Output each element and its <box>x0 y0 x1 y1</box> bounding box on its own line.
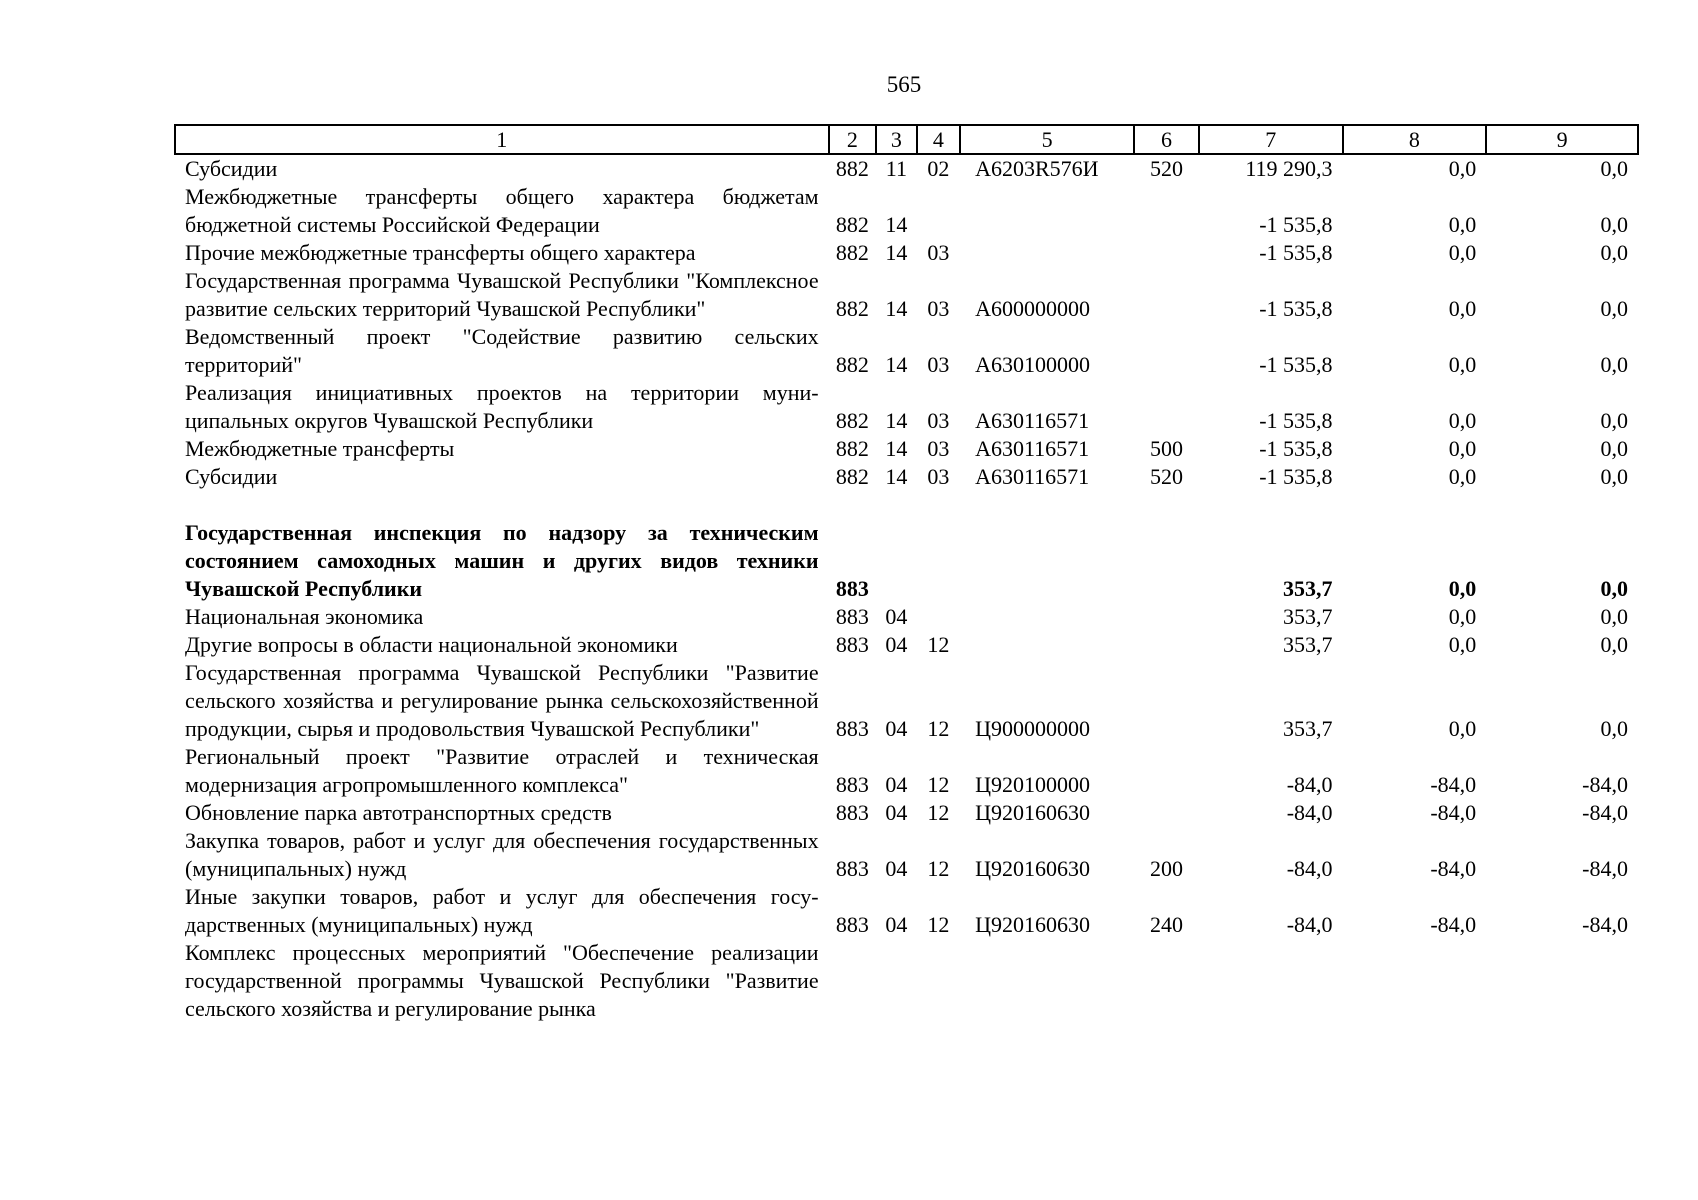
row-amount-col9-cell: 0,0 <box>1600 464 1628 489</box>
row-code-cell: 883 <box>835 800 869 825</box>
row-amount-col8-cell: -84,0 <box>1430 856 1477 881</box>
row-amount-col9-cell: 0,0 <box>1600 240 1628 265</box>
row-code-cell: 883 <box>835 912 869 937</box>
row-expense-type-cell <box>1134 239 1199 267</box>
budget-table <box>174 124 1639 1023</box>
row-name-cell: Межбюджетные трансферты общего характера бюджетам бюджетной системы Российской Федерации <box>185 184 819 237</box>
row-amount-col9-cell: 0,0 <box>1600 632 1628 657</box>
row-name-cell: Субсидии <box>185 464 278 489</box>
row-amount-col8-cell: 0,0 <box>1448 632 1477 657</box>
row-expense-type-cell: 200 <box>1150 856 1183 881</box>
row-amount-col9-cell: 0,0 <box>1600 296 1628 321</box>
row-amount-col7-cell: -84,0 <box>1286 912 1333 937</box>
row-section-cell: 04 <box>885 632 908 657</box>
row-subsection-cell: 12 <box>927 716 950 741</box>
header-col-2: 2 <box>829 125 877 154</box>
row-name-cell: Межбюджетные трансферты <box>185 436 455 461</box>
row-amount-col9-cell: 0,0 <box>1600 156 1628 181</box>
row-target-article-cell: Ц920100000 <box>975 772 1090 797</box>
row-target-article-cell <box>960 519 1134 603</box>
table-body <box>175 154 1638 1023</box>
row-amount-col7-cell: -84,0 <box>1286 772 1333 797</box>
table-row <box>175 799 1638 827</box>
row-name-cell: Комплекс процессных мероприятий "Обеспечение реализации государственной программы Чувашской Республики "Развитие сельского хозяйства и регулирование рынка <box>185 940 819 1021</box>
table-row <box>175 883 1638 939</box>
row-name-cell: Региональный проект "Развитие отраслей и техническая модернизация агропромышленного комплекса" <box>185 744 819 797</box>
table-row <box>175 323 1638 379</box>
row-amount-col8-cell: 0,0 <box>1448 576 1477 601</box>
row-amount-col7-cell: -1 535,8 <box>1259 352 1333 377</box>
table-row <box>175 659 1638 743</box>
row-amount-col8-cell: -84,0 <box>1430 772 1477 797</box>
row-code-cell: 883 <box>835 604 869 629</box>
table-row <box>175 603 1638 631</box>
row-amount-col7-cell: 353,7 <box>1283 576 1333 601</box>
row-name-cell: Иные закупки товаров, работ и услуг для обеспечения государственных (муниципальных) нужд <box>185 884 819 937</box>
table-row <box>175 379 1638 435</box>
row-amount-col8-cell: 0,0 <box>1448 464 1477 489</box>
row-expense-type-cell <box>1134 267 1199 323</box>
row-section-cell: 14 <box>885 212 908 237</box>
row-target-article-cell: Ц920160630 <box>975 856 1090 881</box>
row-target-article-cell <box>960 631 1134 659</box>
row-amount-col9-cell: 0,0 <box>1600 716 1628 741</box>
row-target-article-cell: А600000000 <box>975 296 1090 321</box>
row-section-cell: 14 <box>885 436 908 461</box>
row-code-cell: 883 <box>835 576 869 601</box>
table-row <box>175 463 1638 491</box>
row-code-cell: 882 <box>835 156 869 181</box>
row-subsection-cell <box>917 939 961 1023</box>
row-amount-col9-cell: -84,0 <box>1582 912 1628 937</box>
row-name-cell: Реализация инициативных проектов на территории муниципальных округов Чувашской Республики <box>185 380 819 433</box>
header-col-5: 5 <box>960 125 1134 154</box>
row-amount-col9-cell: 0,0 <box>1600 352 1628 377</box>
row-amount-col7-cell: -84,0 <box>1286 800 1333 825</box>
row-subsection-cell: 12 <box>927 632 950 657</box>
row-name-cell: Государственная программа Чувашской Республики "Развитие сельского хозяйства и регулирование рынка сельскохозяйственной продукции, сырья и продовольствия Чувашской Республики" <box>185 660 819 741</box>
row-target-article-cell: А630116571 <box>975 408 1090 433</box>
row-subsection-cell: 12 <box>927 800 950 825</box>
row-amount-col7-cell: -84,0 <box>1286 856 1333 881</box>
row-amount-col8-cell: 0,0 <box>1448 604 1477 629</box>
row-target-article-cell: А630116571 <box>975 436 1090 461</box>
row-amount-col7-cell: 353,7 <box>1283 716 1333 741</box>
row-name-cell: Государственная инспекция по надзору за техническим состоянием самоходных машин и других видов техники Чувашской Республики <box>185 520 819 601</box>
header-col-8: 8 <box>1343 125 1487 154</box>
row-name-cell: Другие вопросы в области национальной экономики <box>185 632 678 657</box>
table-row <box>175 939 1638 1023</box>
row-amount-col8-cell: -84,0 <box>1430 912 1477 937</box>
row-amount-col9-cell: -84,0 <box>1582 800 1628 825</box>
row-code-cell: 883 <box>835 716 869 741</box>
row-amount-col7-cell: -1 535,8 <box>1259 436 1333 461</box>
row-subsection-cell: 03 <box>927 352 950 377</box>
row-amount-col9-cell: 0,0 <box>1600 408 1628 433</box>
row-name-cell: Закупка товаров, работ и услуг для обеспечения государственных (муниципальных) нужд <box>185 828 819 881</box>
row-code-cell: 883 <box>835 632 869 657</box>
spacer-cell <box>175 491 1638 519</box>
row-section-cell: 04 <box>885 716 908 741</box>
row-section-cell: 04 <box>885 912 908 937</box>
row-amount-col8-cell: 0,0 <box>1448 436 1477 461</box>
row-amount-col8-cell <box>1343 939 1487 1023</box>
row-target-article-cell: А6203R576И <box>975 156 1099 181</box>
row-subsection-cell: 12 <box>927 856 950 881</box>
table-header <box>175 125 1638 154</box>
row-amount-col8-cell: 0,0 <box>1448 716 1477 741</box>
row-subsection-cell <box>917 183 961 239</box>
row-code-cell: 882 <box>835 408 869 433</box>
row-expense-type-cell: 520 <box>1150 156 1183 181</box>
table-row <box>175 154 1638 183</box>
row-amount-col7-cell: 353,7 <box>1283 604 1333 629</box>
row-section-cell <box>876 939 916 1023</box>
row-section-cell: 04 <box>885 800 908 825</box>
row-code-cell: 883 <box>835 856 869 881</box>
row-code-cell: 882 <box>835 436 869 461</box>
row-subsection-cell: 03 <box>927 436 950 461</box>
row-expense-type-cell <box>1134 323 1199 379</box>
row-amount-col8-cell: 0,0 <box>1448 408 1477 433</box>
row-expense-type-cell <box>1134 379 1199 435</box>
row-amount-col9-cell: 0,0 <box>1600 576 1628 601</box>
row-target-article-cell: Ц920160630 <box>975 800 1090 825</box>
row-expense-type-cell: 520 <box>1150 464 1183 489</box>
row-section-cell: 04 <box>885 856 908 881</box>
row-amount-col9-cell: -84,0 <box>1582 772 1628 797</box>
table-row <box>175 631 1638 659</box>
table-row <box>175 743 1638 799</box>
row-name-cell: Субсидии <box>185 156 278 181</box>
table-row <box>175 435 1638 463</box>
row-target-article-cell: А630100000 <box>975 352 1090 377</box>
row-expense-type-cell <box>1134 183 1199 239</box>
row-subsection-cell: 12 <box>927 912 950 937</box>
row-section-cell: 14 <box>885 464 908 489</box>
row-subsection-cell: 03 <box>927 464 950 489</box>
row-name-cell: Ведомственный проект "Содействие развитию сельских территорий" <box>185 324 819 377</box>
row-subsection-cell: 03 <box>927 408 950 433</box>
row-name-cell: Обновление парка автотранспортных средств <box>185 800 612 825</box>
row-name-cell: Прочие межбюджетные трансферты общего характера <box>185 240 696 265</box>
table-row <box>175 183 1638 239</box>
row-subsection-cell: 03 <box>927 296 950 321</box>
row-code-cell: 882 <box>835 296 869 321</box>
page-number: 565 <box>886 72 922 97</box>
row-code-cell: 883 <box>835 772 869 797</box>
row-name-cell: Государственная программа Чувашской Республики "Комплексное развитие сельских территорий Чувашской Республики" <box>185 268 819 321</box>
row-subsection-cell <box>917 603 961 631</box>
header-col-9: 9 <box>1486 125 1638 154</box>
table-row <box>175 827 1638 883</box>
row-code-cell: 882 <box>835 212 869 237</box>
row-amount-col8-cell: 0,0 <box>1448 352 1477 377</box>
row-section-cell: 14 <box>885 352 908 377</box>
table-row <box>175 519 1638 603</box>
row-expense-type-cell <box>1134 659 1199 743</box>
budget-table-container <box>174 124 1639 1023</box>
row-expense-type-cell: 500 <box>1150 436 1183 461</box>
row-amount-col7-cell: -1 535,8 <box>1259 464 1333 489</box>
row-amount-col9-cell <box>1486 939 1638 1023</box>
header-col-4: 4 <box>917 125 961 154</box>
row-section-cell: 11 <box>885 156 907 181</box>
row-code-cell: 882 <box>835 240 869 265</box>
row-amount-col9-cell: 0,0 <box>1600 604 1628 629</box>
row-amount-col8-cell: 0,0 <box>1448 240 1477 265</box>
row-section-cell: 14 <box>885 408 908 433</box>
row-expense-type-cell <box>1134 519 1199 603</box>
row-code-cell: 882 <box>835 352 869 377</box>
row-section-cell: 14 <box>885 240 908 265</box>
row-amount-col7-cell <box>1199 939 1343 1023</box>
table-spacer-row <box>175 491 1638 519</box>
header-col-3: 3 <box>876 125 916 154</box>
header-col-7: 7 <box>1199 125 1343 154</box>
row-target-article-cell <box>960 183 1134 239</box>
row-target-article-cell: Ц920160630 <box>975 912 1090 937</box>
row-amount-col9-cell: -84,0 <box>1582 856 1628 881</box>
row-section-cell <box>876 519 916 603</box>
row-expense-type-cell: 240 <box>1150 912 1183 937</box>
row-code-cell: 882 <box>835 464 869 489</box>
row-section-cell: 14 <box>885 296 908 321</box>
row-amount-col7-cell: -1 535,8 <box>1259 296 1333 321</box>
row-target-article-cell <box>960 603 1134 631</box>
row-amount-col7-cell: 119 290,3 <box>1245 156 1333 181</box>
table-row <box>175 239 1638 267</box>
row-section-cell: 04 <box>885 772 908 797</box>
row-target-article-cell: Ц900000000 <box>975 716 1090 741</box>
row-section-cell: 04 <box>885 604 908 629</box>
row-expense-type-cell <box>1134 603 1199 631</box>
row-amount-col8-cell: 0,0 <box>1448 296 1477 321</box>
header-col-1: 1 <box>175 125 829 154</box>
row-name-cell: Национальная экономика <box>185 604 424 629</box>
row-code-cell <box>829 939 877 1023</box>
row-expense-type-cell <box>1134 799 1199 827</box>
row-subsection-cell: 03 <box>927 240 950 265</box>
row-subsection-cell <box>917 519 961 603</box>
row-expense-type-cell <box>1134 743 1199 799</box>
row-target-article-cell: А630116571 <box>975 464 1090 489</box>
row-amount-col8-cell: 0,0 <box>1448 212 1477 237</box>
row-amount-col7-cell: -1 535,8 <box>1259 212 1333 237</box>
row-target-article-cell <box>960 239 1134 267</box>
row-amount-col9-cell: 0,0 <box>1600 212 1628 237</box>
row-amount-col8-cell: -84,0 <box>1430 800 1477 825</box>
row-amount-col8-cell: 0,0 <box>1448 156 1477 181</box>
row-subsection-cell: 12 <box>927 772 950 797</box>
row-expense-type-cell <box>1134 939 1199 1023</box>
header-row <box>175 125 1638 154</box>
row-amount-col9-cell: 0,0 <box>1600 436 1628 461</box>
row-expense-type-cell <box>1134 631 1199 659</box>
header-col-6: 6 <box>1134 125 1199 154</box>
row-amount-col7-cell: -1 535,8 <box>1259 240 1333 265</box>
row-amount-col7-cell: -1 535,8 <box>1259 408 1333 433</box>
row-amount-col7-cell: 353,7 <box>1283 632 1333 657</box>
table-row <box>175 267 1638 323</box>
row-subsection-cell: 02 <box>927 156 950 181</box>
row-target-article-cell <box>960 939 1134 1023</box>
